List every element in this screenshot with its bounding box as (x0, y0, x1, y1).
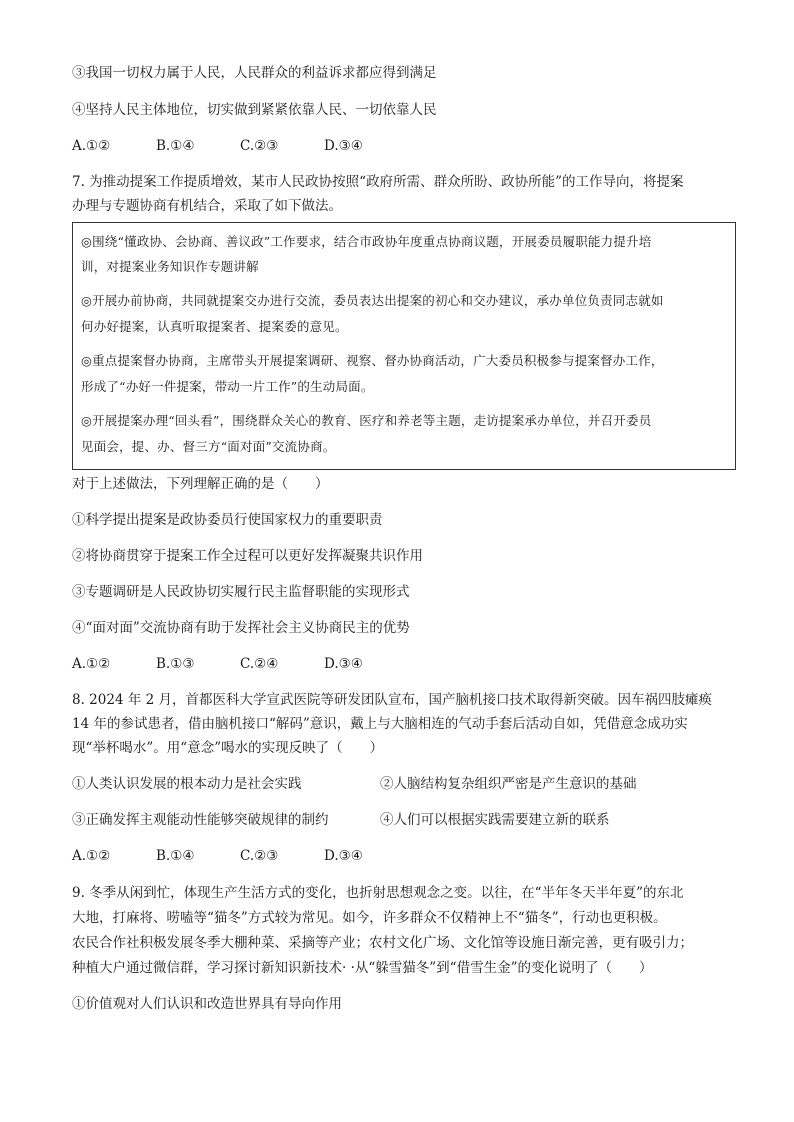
q7-box-line-5: ◎重点提案督办协商，主席带头开展提案调研、视察、督办协商活动，广大委员积极参与提案督办工作， (81, 353, 664, 368)
q7-question: 对于上述做法，下列理解正确的是（ ） (72, 476, 329, 492)
q7-box-line-6: 形成了“办好一件提案，带动一片工作”的生动局面。 (81, 379, 374, 394)
q8-item-3: ③正确发挥主观能动性能够突破规律的制约 (72, 812, 329, 828)
q6-option-c: C.②③ (240, 138, 279, 154)
q9-stem-line-4: 种植大户通过微信群，学习探讨新知识新技术· ·从“躲雪猫冬”到“借雪生金”的变化说明了（ ） (72, 960, 653, 976)
q7-option-c: C.②④ (240, 656, 279, 672)
q6-option-d: D.③④ (324, 138, 363, 154)
q7-item-1: ①科学提出提案是政协委员行使国家权力的重要职责 (72, 512, 383, 528)
q7-options (72, 654, 408, 674)
q7-item-4: ④“面对面”交流协商有助于发挥社会主义协商民主的优势 (72, 620, 410, 636)
q6-item-4: ④坚持人民主体地位，切实做到紧紧依靠人民、一切依靠人民 (72, 102, 437, 118)
q6-option-b: B.①④ (156, 138, 195, 154)
q8-option-c: C.②③ (240, 848, 279, 864)
q7-item-3: ③专题调研是人民政协切实履行民主监督职能的实现形式 (72, 584, 410, 600)
q7-item-2: ②将协商贯穿于提案工作全过程可以更好发挥凝聚共识作用 (72, 548, 423, 564)
q7-stem-line-2: 办理与专题协商有机结合，采取了如下做法。 (72, 198, 342, 214)
q6-item-3: ③我国一切权力属于人民，人民群众的利益诉求都应得到满足 (72, 65, 437, 81)
q8-stem-line-2: 14 年的参试患者，借由脑机接口“解码”意识，戴上与大脑相连的气动手套后活动自如，凭借意念成功实 (72, 716, 688, 732)
q8-items-row-1 (72, 774, 637, 794)
q9-item-1: ①价值观对人们认识和改造世界具有导向作用 (72, 996, 342, 1012)
q7-option-b: B.①③ (156, 656, 195, 672)
q9-stem-line-3: 农民合作社积极发展冬季大棚种菜、采摘等产业；农村文化广场、文化馆等设施日渐完善，更有吸引力； (72, 935, 693, 951)
q8-options (72, 846, 408, 866)
q7-box-line-4: 何办好提案，认真听取提案者、提案委的意见。 (81, 319, 348, 334)
q8-option-b: B.①④ (156, 848, 195, 864)
q7-material-box (72, 222, 736, 470)
q8-stem-line-3: 现“举杯喝水”。用“意念”喝水的实现反映了（ ） (72, 740, 384, 756)
q7-box-line-8: 见面会，提、办、督三方“面对面”交流协商。 (81, 439, 336, 454)
q7-box-line-7: ◎开展提案办理“回头看”，围绕群众关心的教育、医疗和养老等主题，走访提案承办单位，并召开委员 (81, 413, 652, 428)
q8-items-row-2 (72, 810, 610, 830)
q8-item-1: ①人类认识发展的根本动力是社会实践 (72, 776, 302, 792)
q7-option-d: D.③④ (324, 656, 363, 672)
q9-stem-line-2: 大地，打麻将、唠嗑等“猫冬”方式较为常见。如今，许多群众不仅精神上不“猫冬”，行动也更积极。 (72, 910, 667, 926)
q8-stem-line-1: 8. 2024 年 2 月，首都医科大学宣武医院等研发团队宣布，国产脑机接口技术取得新突破。因车祸四肢瘫痪 (72, 692, 712, 708)
q7-box-line-2: 训，对提案业务知识作专题讲解 (81, 259, 259, 274)
q8-option-a: A.①② (72, 848, 111, 864)
q7-stem-line-1: 7. 为推动提案工作提质增效，某市人民政协按照“政府所需、群众所盼、政协所能”的工作导向，将提案 (72, 174, 684, 190)
q8-item-4: ④人们可以根据实践需要建立新的联系 (380, 812, 610, 828)
q8-option-d: D.③④ (324, 848, 363, 864)
q6-option-a: A.①② (72, 138, 111, 154)
q7-box-line-1: ◎围绕“懂政协、会协商、善议政”工作要求，结合市政协年度重点协商议题，开展委员履职能力提升培 (81, 234, 652, 249)
q6-options (72, 136, 408, 156)
q7-box-line-3: ◎开展办前协商，共同就提案交办进行交流，委员表达出提案的初心和交办建议，承办单位负责同志就如 (81, 293, 664, 308)
q7-option-a: A.①② (72, 656, 111, 672)
q9-stem-line-1: 9. 冬季从闲到忙，体现生产生活方式的变化，也折射思想观念之变。以往，在“半年冬天半年夏”的东北 (72, 885, 684, 901)
q8-item-2: ②人脑结构复杂组织严密是产生意识的基础 (380, 776, 637, 792)
